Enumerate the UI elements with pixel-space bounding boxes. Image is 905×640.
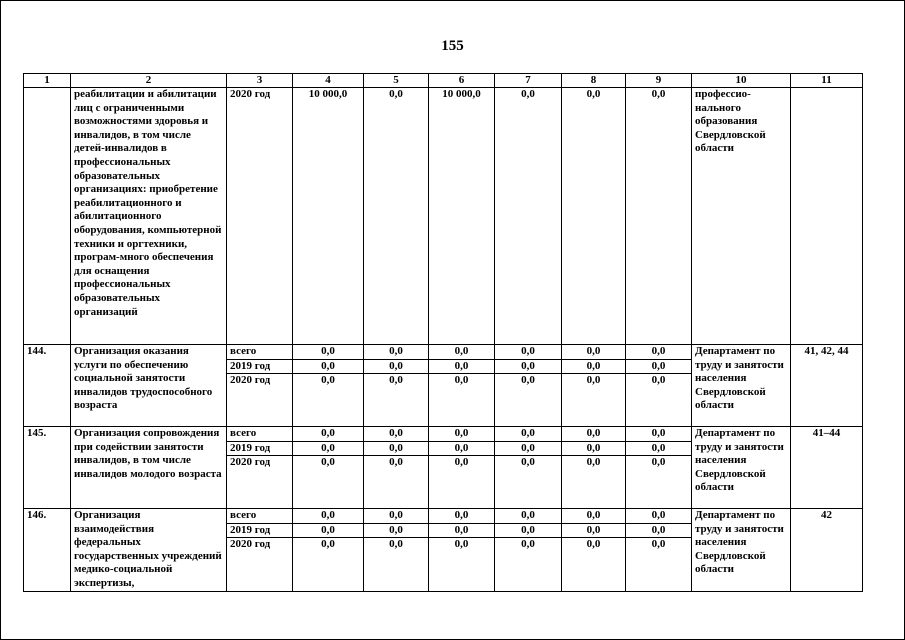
other-cell xyxy=(626,345,692,427)
federal-cell-value: 0,0 xyxy=(389,88,403,100)
row-number: 144. xyxy=(24,345,71,427)
executor-cell: профессио-нального образования Свердловской области xyxy=(692,88,791,345)
other-cell xyxy=(626,427,692,509)
local-cell xyxy=(495,509,562,592)
local-cell xyxy=(495,427,562,509)
federal-cell-value: 0,0 xyxy=(389,374,403,387)
regional-cell-value: 0,0 xyxy=(454,374,469,387)
total-cell-value: 0,0 xyxy=(321,538,335,551)
col-header: 7 xyxy=(495,74,562,88)
other-cell-value: 0,0 xyxy=(626,360,691,375)
federal-cell xyxy=(364,509,429,592)
offbudget-cell-value: 0,0 xyxy=(586,374,601,387)
regional-cell xyxy=(429,345,495,427)
federal-cell xyxy=(364,427,429,509)
row-number: 146. xyxy=(24,509,71,592)
other-cell-value: 0,0 xyxy=(651,88,666,100)
federal-cell-value: 0,0 xyxy=(364,360,428,375)
federal-cell xyxy=(364,88,429,345)
row-description: реабилитации и абилитации лиц с ограниченными возможностями здоровья и инвалидов, в том числе детей-инвалидов в профессиональных образовательных организациях: приобретение реабилитационного и абилитационного оборудования, компьютерной техники и оргтехники, програм-много обеспечения для оснащения профессиональных образовательных организаций xyxy=(71,88,227,345)
federal-cell-value: 0,0 xyxy=(364,524,428,539)
other-cell-value: 0,0 xyxy=(651,456,666,469)
col-header: 10 xyxy=(692,74,791,88)
year-cell-value: 2019 год xyxy=(227,442,292,457)
total-cell-value: 0,0 xyxy=(293,524,363,539)
regional-cell-value: 10 000,0 xyxy=(442,88,481,100)
other-cell-value: 0,0 xyxy=(626,345,691,360)
year-cell xyxy=(227,88,293,345)
table-row xyxy=(24,509,863,592)
local-cell-value: 0,0 xyxy=(495,427,561,442)
local-cell-value: 0,0 xyxy=(495,524,561,539)
year-cell xyxy=(227,345,293,427)
total-cell xyxy=(293,345,364,427)
regional-cell-value: 0,0 xyxy=(429,509,494,524)
other-cell xyxy=(626,509,692,592)
regional-cell-value: 0,0 xyxy=(429,442,494,457)
federal-cell-value: 0,0 xyxy=(364,427,428,442)
regional-cell-value: 0,0 xyxy=(429,360,494,375)
total-cell-value: 0,0 xyxy=(293,360,363,375)
total-cell-value: 0,0 xyxy=(293,345,363,360)
program-table xyxy=(23,73,863,592)
federal-cell xyxy=(364,345,429,427)
executor-cell: Департамент по труду и занятости населения Свердловской области xyxy=(692,427,791,509)
total-cell-value: 0,0 xyxy=(293,442,363,457)
total-cell-value: 0,0 xyxy=(293,509,363,524)
other-cell-value: 0,0 xyxy=(626,524,691,539)
total-cell-value: 0,0 xyxy=(321,456,335,469)
local-cell-value: 0,0 xyxy=(521,374,535,387)
local-cell xyxy=(495,88,562,345)
table-row xyxy=(24,345,863,427)
indicator-cell: 41–44 xyxy=(791,427,863,509)
offbudget-cell-value: 0,0 xyxy=(562,360,625,375)
col-header: 4 xyxy=(293,74,364,88)
offbudget-cell-value: 0,0 xyxy=(562,509,625,524)
col-header: 9 xyxy=(626,74,692,88)
col-header: 5 xyxy=(364,74,429,88)
other-cell-value: 0,0 xyxy=(626,509,691,524)
page-number: 155 xyxy=(441,38,464,54)
total-cell-value: 0,0 xyxy=(293,427,363,442)
regional-cell-value: 0,0 xyxy=(454,456,469,469)
offbudget-cell-value: 0,0 xyxy=(562,427,625,442)
federal-cell-value: 0,0 xyxy=(389,456,403,469)
other-cell-value: 0,0 xyxy=(651,374,666,387)
regional-cell xyxy=(429,88,495,345)
offbudget-cell-value: 0,0 xyxy=(562,524,625,539)
regional-cell xyxy=(429,509,495,592)
local-cell-value: 0,0 xyxy=(521,456,535,469)
other-cell-value: 0,0 xyxy=(651,538,666,551)
offbudget-cell-value: 0,0 xyxy=(586,456,601,469)
year-cell-value: всего xyxy=(227,509,292,524)
regional-cell-value: 0,0 xyxy=(454,538,469,551)
regional-cell xyxy=(429,427,495,509)
row-number xyxy=(24,88,71,345)
local-cell-value: 0,0 xyxy=(495,509,561,524)
indicator-cell xyxy=(791,88,863,345)
col-header: 3 xyxy=(227,74,293,88)
offbudget-cell xyxy=(562,88,626,345)
federal-cell-value: 0,0 xyxy=(364,509,428,524)
year-cell-value: 2020 год xyxy=(230,538,271,551)
year-cell-value: всего xyxy=(227,345,292,360)
regional-cell-value: 0,0 xyxy=(429,524,494,539)
year-cell xyxy=(227,509,293,592)
year-cell-value: 2019 год xyxy=(227,360,292,375)
col-header: 2 xyxy=(71,74,227,88)
row-description: Организация сопровождения при содействии занятости инвалидов, в том числе инвалидов молодого возраста xyxy=(71,427,227,509)
federal-cell-value: 0,0 xyxy=(389,538,403,551)
header-row xyxy=(24,74,863,88)
col-header: 11 xyxy=(791,74,863,88)
local-cell-value: 0,0 xyxy=(495,360,561,375)
year-cell-value: 2020 год xyxy=(230,456,271,469)
col-header: 6 xyxy=(429,74,495,88)
total-cell-value: 10 000,0 xyxy=(308,88,348,100)
offbudget-cell xyxy=(562,427,626,509)
local-cell xyxy=(495,345,562,427)
executor-cell: Департамент по труду и занятости населения Свердловской области xyxy=(692,345,791,427)
row-description: Организация оказания услуги по обеспечению социальной занятости инвалидов трудоспособного возраста xyxy=(71,345,227,427)
year-cell-value: 2019 год xyxy=(227,524,292,539)
row-number: 145. xyxy=(24,427,71,509)
offbudget-cell-value: 0,0 xyxy=(586,538,601,551)
federal-cell-value: 0,0 xyxy=(364,345,428,360)
other-cell xyxy=(626,88,692,345)
year-cell-value: всего xyxy=(227,427,292,442)
local-cell-value: 0,0 xyxy=(495,442,561,457)
offbudget-cell-value: 0,0 xyxy=(562,442,625,457)
year-cell-value: 2020 год xyxy=(230,374,271,387)
other-cell-value: 0,0 xyxy=(626,427,691,442)
offbudget-cell xyxy=(562,345,626,427)
offbudget-cell-value: 0,0 xyxy=(586,88,601,100)
offbudget-cell-value: 0,0 xyxy=(562,345,625,360)
federal-cell-value: 0,0 xyxy=(364,442,428,457)
offbudget-cell xyxy=(562,509,626,592)
indicator-cell: 41, 42, 44 xyxy=(791,345,863,427)
other-cell-value: 0,0 xyxy=(626,442,691,457)
total-cell-value: 0,0 xyxy=(321,374,335,387)
total-cell xyxy=(293,509,364,592)
local-cell-value: 0,0 xyxy=(521,538,535,551)
total-cell xyxy=(293,427,364,509)
table-row xyxy=(24,88,863,345)
regional-cell-value: 0,0 xyxy=(429,345,494,360)
indicator-cell: 42 xyxy=(791,509,863,592)
executor-cell: Департамент по труду и занятости населения Свердловской области xyxy=(692,509,791,592)
local-cell-value: 0,0 xyxy=(521,88,535,100)
col-header: 8 xyxy=(562,74,626,88)
col-header: 1 xyxy=(24,74,71,88)
row-description: Организация взаимодействия федеральных государственных учреждений медико-социальной экспертизы, xyxy=(71,509,227,592)
year-cell xyxy=(227,427,293,509)
table-row xyxy=(24,427,863,509)
regional-cell-value: 0,0 xyxy=(429,427,494,442)
total-cell xyxy=(293,88,364,345)
year-cell-value: 2020 год xyxy=(230,88,271,100)
local-cell-value: 0,0 xyxy=(495,345,561,360)
